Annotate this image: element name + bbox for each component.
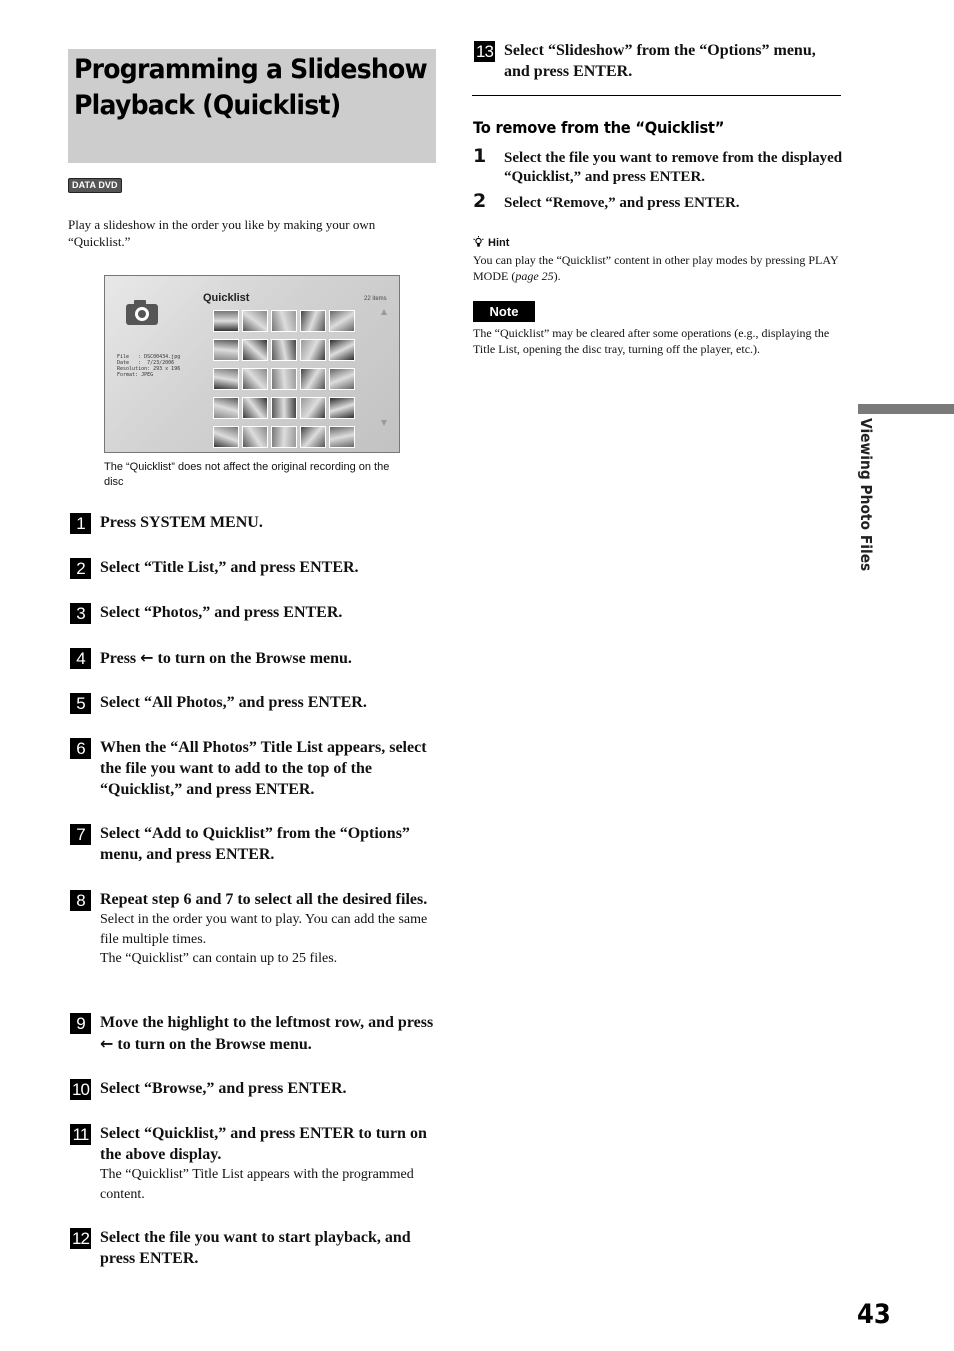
note-label: Note — [473, 301, 535, 322]
step-number: 3 — [70, 603, 91, 624]
step-text: Select the file you want to start playback, and press ENTER. — [100, 1229, 411, 1267]
left-arrow-icon: ← — [140, 648, 154, 667]
photo-thumbnail — [242, 426, 268, 448]
photo-thumbnail — [242, 339, 268, 361]
step-text: Select “Remove,” and press ENTER. — [504, 195, 740, 211]
remove-step-1 — [473, 145, 843, 187]
lightbulb-icon — [473, 236, 484, 248]
quicklist-screenshot — [104, 275, 400, 453]
photo-thumbnail — [213, 310, 239, 332]
step-number: 1 — [473, 145, 487, 167]
photo-thumbnail — [271, 310, 297, 332]
page-title-box — [68, 49, 436, 163]
step-text: Select “Title List,” and press ENTER. — [100, 559, 359, 576]
step-12 — [68, 1227, 440, 1269]
photo-thumbnail — [329, 339, 355, 361]
side-tab-label: Viewing Photo Files — [857, 418, 875, 572]
step-2 — [68, 557, 440, 578]
step-text-post: to turn on the Browse menu. — [113, 1036, 312, 1053]
step-number: 10 — [70, 1079, 91, 1100]
data-dvd-badge: DATA DVD — [68, 178, 122, 193]
left-arrow-icon: ← — [100, 1034, 114, 1053]
photo-thumbnail — [213, 368, 239, 390]
step-text — [100, 1012, 440, 1055]
scroll-down-icon — [381, 420, 387, 426]
photo-thumbnail — [300, 310, 326, 332]
step-number: 9 — [70, 1013, 91, 1034]
hint-label — [473, 236, 509, 249]
step-text: Press SYSTEM MENU. — [100, 514, 263, 531]
step-9 — [68, 1012, 440, 1055]
step-text — [100, 647, 440, 669]
step-number: 6 — [70, 738, 91, 759]
photo-thumbnail — [300, 339, 326, 361]
remove-step-2 — [473, 190, 843, 213]
intro-text: Play a slideshow in the order you like by making your own “Quicklist.” — [68, 217, 376, 249]
step-6 — [68, 737, 440, 800]
photo-thumbnail — [271, 426, 297, 448]
photo-thumbnail — [242, 368, 268, 390]
step-13 — [472, 40, 844, 82]
hint-text-pre: You can play the “Quicklist” content in other play modes by pressing PLAY MODE ( — [473, 253, 839, 283]
step-text: Select “All Photos,” and press ENTER. — [100, 694, 367, 711]
step-number: 7 — [70, 824, 91, 845]
photo-thumbnail — [329, 310, 355, 332]
step-4 — [68, 647, 440, 669]
screenshot-caption: The “Quicklist” does not affect the original recording on the disc — [104, 461, 390, 488]
photo-thumbnail — [242, 397, 268, 419]
step-number: 12 — [70, 1228, 91, 1249]
page-number: 43 — [857, 1299, 891, 1330]
screen-title: Quicklist — [203, 292, 250, 304]
step-3 — [68, 602, 440, 623]
step-number: 8 — [70, 890, 91, 911]
step-5 — [68, 692, 440, 713]
photo-thumbnail — [329, 397, 355, 419]
step-8 — [68, 889, 440, 969]
page-title-line1: Programming a Slideshow — [74, 54, 428, 85]
step-text: Select “Quicklist,” and press ENTER to turn on the above display. — [100, 1125, 427, 1163]
photo-thumbnail — [329, 426, 355, 448]
hint-label-text: Hint — [488, 237, 510, 249]
step-text: When the “All Photos” Title List appears, select the file you want to add to the top of the “Quicklist,” and press ENTER. — [100, 739, 427, 798]
hint-text-post: ). — [553, 269, 561, 283]
side-tab-bar — [858, 404, 954, 414]
step-text: Select “Add to Quicklist” from the “Options” menu, and press ENTER. — [100, 825, 410, 863]
camera-icon — [125, 298, 159, 326]
step-text-post: to turn on the Browse menu. — [153, 650, 352, 667]
step-text: Select “Photos,” and press ENTER. — [100, 604, 343, 621]
hint-text — [473, 252, 843, 284]
step-number: 4 — [70, 648, 91, 669]
photo-thumbnail — [213, 339, 239, 361]
section-divider — [472, 95, 841, 96]
page-title-line2: Playback (Quicklist) — [74, 90, 341, 121]
page-reference: page 25 — [515, 269, 554, 283]
note-text: The “Quicklist” may be cleared after some operations (e.g., displaying the Title List, opening the disc tray, turning off the player, etc.). — [473, 326, 830, 356]
step-text: Select the file you want to remove from the displayed “Quicklist,” and press ENTER. — [504, 150, 843, 185]
page-title — [74, 52, 428, 124]
step-number: 11 — [70, 1124, 91, 1145]
step-text-pre: Move the highlight to the leftmost row, and press — [100, 1014, 434, 1031]
step-text: Repeat step 6 and 7 to select all the desired files. — [100, 891, 428, 908]
step-number: 2 — [473, 190, 487, 212]
step-subtext: The “Quicklist” Title List appears with the programmed content. — [100, 1167, 414, 1202]
step-7 — [68, 823, 440, 865]
photo-thumbnail — [300, 397, 326, 419]
photo-thumbnail — [271, 339, 297, 361]
remove-section-heading: To remove from the “Quicklist” — [473, 118, 725, 137]
step-number: 2 — [70, 558, 91, 579]
step-11 — [68, 1123, 440, 1204]
step-number: 5 — [70, 693, 91, 714]
photo-thumbnail — [213, 397, 239, 419]
screen-item-count: 22 items — [364, 296, 387, 302]
photo-thumbnail — [300, 426, 326, 448]
step-text: Select “Browse,” and press ENTER. — [100, 1080, 347, 1097]
step-text: Select “Slideshow” from the “Options” menu, and press ENTER. — [504, 42, 816, 80]
step-number: 1 — [70, 513, 91, 534]
step-1 — [68, 512, 440, 533]
scroll-up-icon — [381, 309, 387, 315]
photo-thumbnail — [329, 368, 355, 390]
photo-thumbnail — [271, 397, 297, 419]
photo-thumbnail — [242, 310, 268, 332]
screen-file-info: File : DSC00434.jpg Date : 7/23/2006 Resolution: 293 x 196 Format: JPEG — [117, 354, 181, 378]
photo-thumbnail — [213, 426, 239, 448]
step-10 — [68, 1078, 440, 1099]
photo-thumbnail — [271, 368, 297, 390]
photo-thumbnail — [300, 368, 326, 390]
step-subtext: Select in the order you want to play. You can add the same file multiple times. — [100, 912, 428, 947]
step-number: 13 — [474, 41, 495, 62]
step-text-pre: Press — [100, 650, 141, 667]
step-subtext: The “Quicklist” can contain up to 25 files. — [100, 951, 338, 966]
